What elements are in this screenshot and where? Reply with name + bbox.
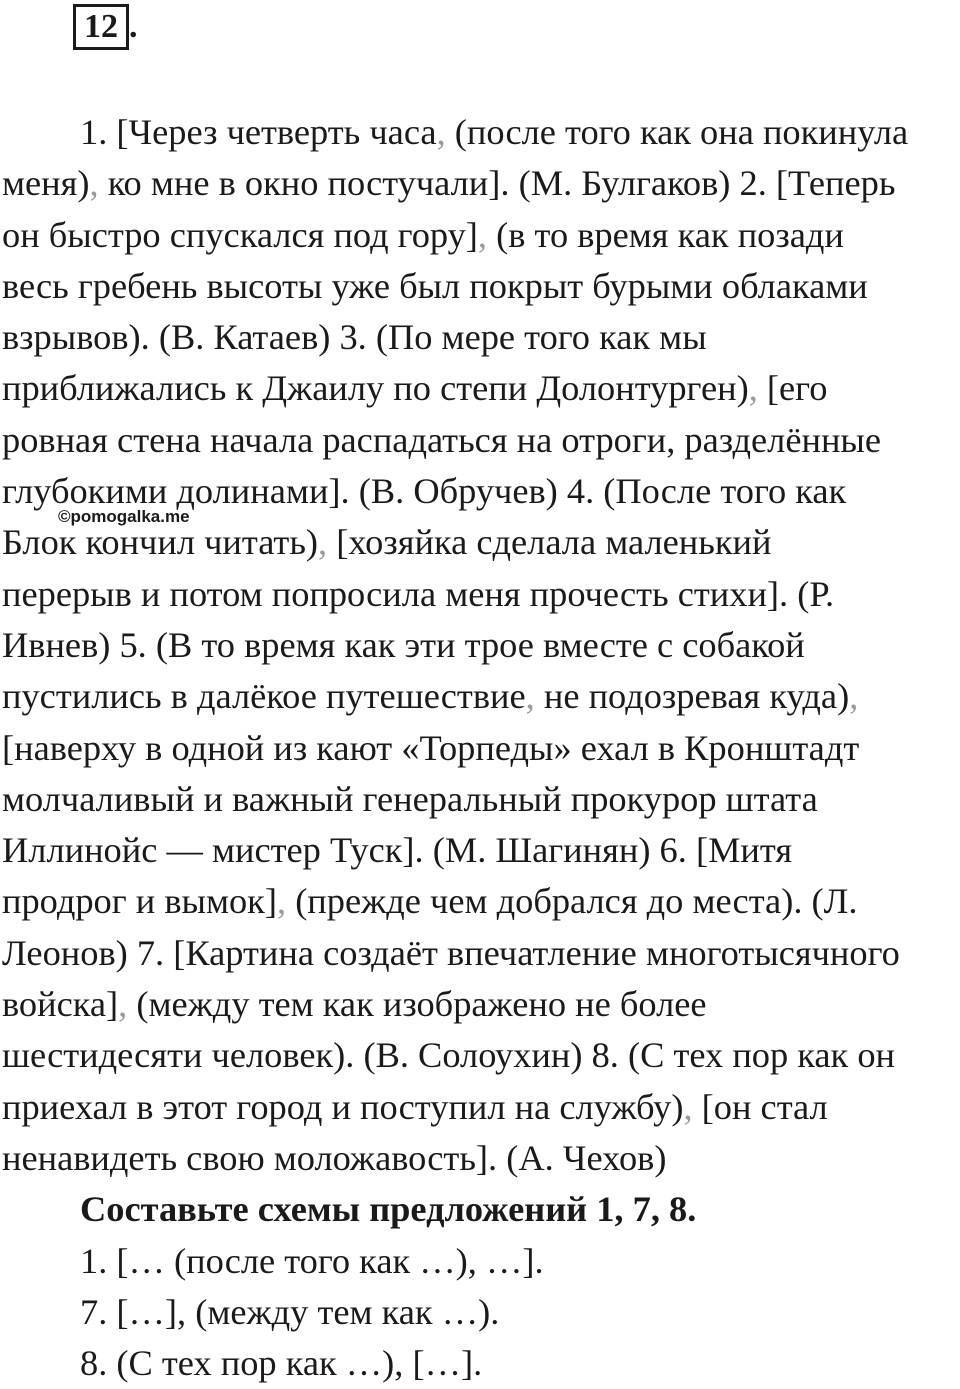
text-segment: ровная стена начала распадаться на отроги, разделённые [2, 419, 882, 460]
task-number-box: 12 [73, 4, 129, 50]
text-segment: молчаливый и важный генеральный прокурор штата [2, 778, 818, 819]
text-segment: не подозревая куда) [534, 676, 850, 717]
text-segment: взрывов). (В. Катаев) 3. (По мере того как мы [2, 317, 707, 358]
text-segment: Составьте схемы предложений 1, 7, 8. [80, 1189, 697, 1230]
task-number-dot: . [129, 8, 138, 45]
text-line [2, 1133, 960, 1184]
text-line [2, 107, 960, 158]
text-line [2, 1082, 960, 1133]
text-segment: 8. (С тех пор как …), […]. [80, 1343, 483, 1384]
text-segment: [хозяйка сделала маленький [327, 522, 772, 563]
text-line [2, 825, 960, 876]
text-line [2, 1030, 960, 1081]
text-line [2, 723, 960, 774]
text-line [2, 312, 960, 363]
text-segment: 1. [… (после того как …), …]. [80, 1240, 544, 1281]
text-segment: (в то время как позади [487, 214, 844, 255]
text-segment: меня) [2, 163, 90, 204]
text-segment: весь гребень высоты уже был покрыт бурыми облаками [2, 265, 868, 306]
text-segment: Иллинойс — мистер Туск]. (М. Шагинян) 6. [Митя [2, 830, 793, 871]
text-line [2, 569, 960, 620]
text-segment: (между тем как изображено не более [127, 984, 707, 1025]
text-line [2, 620, 960, 671]
watermark: ©pomogalka.me [58, 507, 190, 526]
text-line [2, 1338, 960, 1389]
text-segment: Ивнев) 5. (В то время как эти трое вместе с собакой [2, 624, 805, 665]
text-segment: приехал в этот город и поступил на службу) [2, 1086, 684, 1127]
text-line [2, 1236, 960, 1287]
highlighted-comma: , [276, 881, 287, 922]
text-line [2, 928, 960, 979]
highlighted-comma: , [318, 522, 328, 563]
text-segment: [он стал [692, 1086, 828, 1127]
text-segment: (после того как она покинула [445, 112, 909, 152]
text-segment: он быстро спускался под гору] [2, 214, 478, 255]
text-line [2, 158, 960, 209]
text-segment: ненавидеть свою моложавость]. (А. Чехов) [2, 1137, 667, 1178]
highlighted-comma: , [525, 676, 535, 717]
text-segment: ко мне в окно постучали]. (М. Булгаков) 2. [Теперь [98, 163, 896, 204]
highlighted-comma: , [477, 214, 488, 255]
highlighted-comma: , [436, 112, 446, 152]
text-segment: приближались к Джаилу по степи Долонтурген) [2, 368, 749, 409]
highlighted-comma: , [849, 676, 859, 717]
highlighted-comma: , [118, 984, 128, 1025]
highlighted-comma: , [748, 368, 758, 409]
text-line [2, 671, 960, 722]
text-line [2, 876, 960, 927]
text-segment: [наверху в одной из кают «Торпеды» ехал в Кронштадт [2, 727, 860, 768]
highlighted-comma: , [89, 163, 99, 204]
text-line [2, 466, 960, 517]
exercise-text [2, 107, 960, 1389]
task-number [73, 4, 138, 50]
text-line [2, 210, 960, 261]
text-segment: Блок кончил читать) [2, 522, 319, 563]
task-instruction [2, 1184, 960, 1235]
text-line [2, 517, 960, 568]
text-line [2, 774, 960, 825]
text-segment: [его [757, 368, 828, 409]
text-segment: 1. [Через четверть часа [80, 112, 437, 152]
highlighted-comma: , [683, 1086, 693, 1127]
text-segment: (прежде чем добрался до места). (Л. [286, 881, 858, 922]
text-segment: продрог и вымок] [2, 881, 277, 922]
text-segment: шестидесяти человек). (В. Солоухин) 8. (С тех пор как он [2, 1035, 896, 1076]
text-line [2, 1287, 960, 1338]
text-segment: глубокими долинами]. (В. Обручев) 4. (После того как [2, 471, 847, 512]
text-segment: перерыв и потом попросила меня прочесть стихи]. (Р. [2, 573, 835, 614]
text-line [2, 415, 960, 466]
text-line [2, 261, 960, 312]
text-segment: Леонов) 7. [Картина создаёт впечатление многотысячного [2, 932, 900, 973]
text-line [2, 363, 960, 414]
text-segment: 7. […], (между тем как …). [80, 1291, 500, 1332]
text-segment: пустились в далёкое путешествие [2, 676, 526, 717]
text-segment: войска] [2, 984, 119, 1025]
text-line [2, 979, 960, 1030]
